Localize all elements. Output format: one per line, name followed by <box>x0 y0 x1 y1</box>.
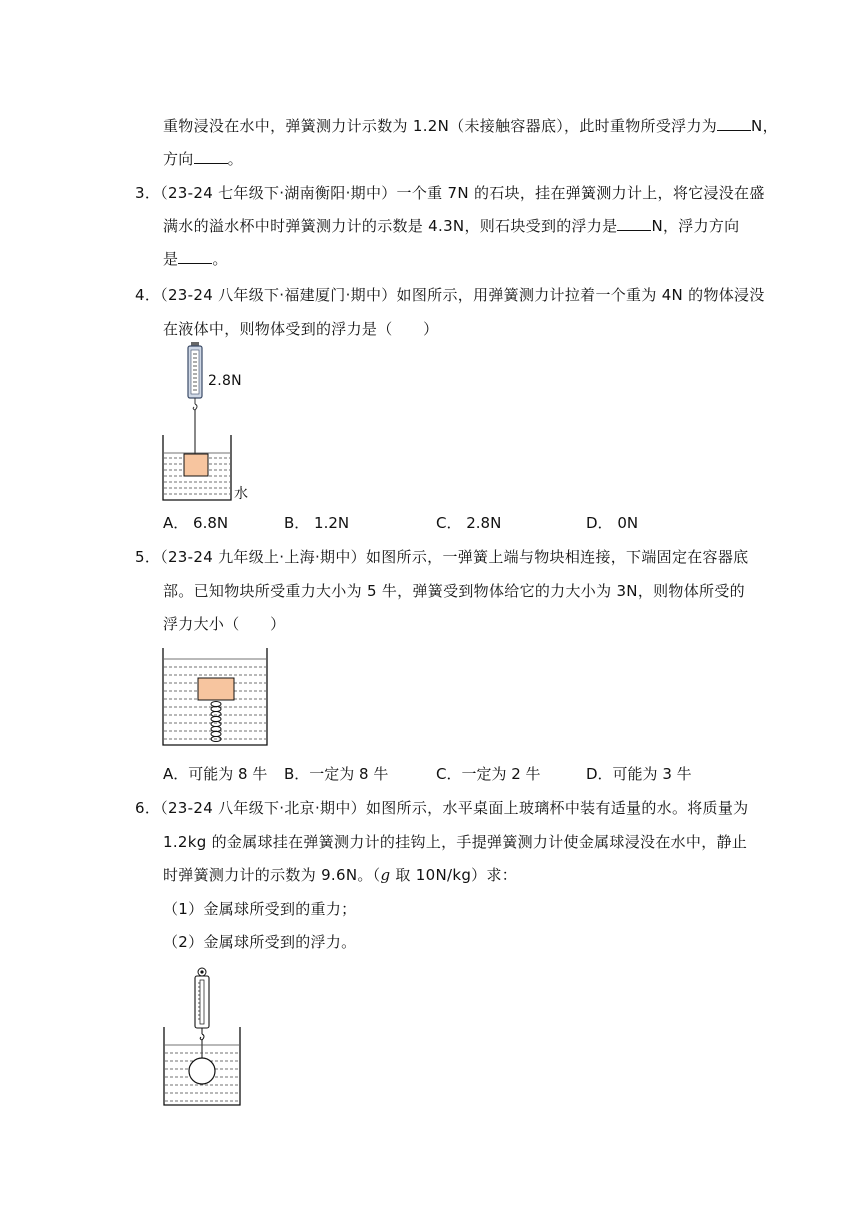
answer-blank[interactable] <box>178 249 212 264</box>
q4-line2: 在液体中，则物体受到的浮力是（ ） <box>163 320 439 338</box>
q4-line1: 4．（23-24 八年级下·福建厦门·期中）如图所示，用弹簧测力计拉着一个重为 4N 的物体浸没 <box>135 286 765 304</box>
option-a[interactable]: A．可能为 8 牛 <box>163 765 268 783</box>
q5-line3: 浮力大小（ ） <box>163 615 286 633</box>
q6-line2: 1.2kg 的金属球挂在弹簧测力计的挂钩上，手提弹簧测力计使金属球浸没在水中，静止 <box>163 833 748 851</box>
q6-sub2: （2）金属球所受到的浮力。 <box>163 933 357 951</box>
q6-line1: 6．（23-24 八年级下·北京·期中）如图所示，水平桌面上玻璃杯中装有适量的水。将质量为 <box>135 799 749 817</box>
q6-figure <box>160 965 245 1110</box>
option-c[interactable]: C．一定为 2 牛 <box>436 765 541 783</box>
q5-figure <box>160 645 272 748</box>
scale-reading: 2.8N <box>208 373 242 389</box>
q3-line1: 3．（23-24 七年级下·湖南衡阳·期中）一个重 7N 的石块，挂在弹簧测力计上，将它浸没在盛 <box>135 184 765 202</box>
spring <box>211 702 221 742</box>
floating-block <box>198 678 234 700</box>
answer-blank[interactable] <box>194 149 228 164</box>
q6-sub1: （1）金属球所受到的重力； <box>163 900 357 918</box>
option-b[interactable]: B．一定为 8 牛 <box>284 765 389 783</box>
q5-line2: 部。已知物块所受重力大小为 5 牛，弹簧受到物体给它的力大小为 3N，则物体所受的 <box>163 582 745 600</box>
submerged-block <box>184 454 208 476</box>
q2-line2: 方向 。 <box>163 150 243 168</box>
q6-line3: 时弹簧测力计的示数为 9.6N。（g 取 10N/kg）求： <box>163 866 518 884</box>
q3-line3: 是 。 <box>163 250 228 268</box>
q5-line1: 5．（23-24 九年级上·上海·期中）如图所示，一弹簧上端与物块相连接，下端固定在容器底 <box>135 548 749 566</box>
option-d[interactable]: D． 0N <box>586 514 639 532</box>
question-number: 5． <box>135 548 161 566</box>
option-c[interactable]: C． 2.8N <box>436 514 502 532</box>
option-d[interactable]: D．可能为 3 牛 <box>586 765 692 783</box>
metal-ball <box>189 1058 215 1084</box>
question-number: 6． <box>135 799 161 817</box>
answer-blank[interactable] <box>617 216 651 231</box>
answer-blank[interactable] <box>717 116 751 131</box>
q2-line1: 重物浸没在水中，弹簧测力计示数为 1.2N（未接触容器底），此时重物所受浮力为 N， <box>163 117 778 135</box>
question-number: 3． <box>135 184 161 202</box>
q4-figure <box>158 340 258 505</box>
q3-line2: 满水的溢水杯中时弹簧测力计的示数是 4.3N，则石块受到的浮力是 N，浮力方向 <box>163 217 740 235</box>
question-number: 4． <box>135 286 161 304</box>
option-a[interactable]: A． 6.8N <box>163 514 229 532</box>
spring-scale <box>195 968 209 1040</box>
spring-scale <box>188 342 202 410</box>
liquid-label: 水 <box>234 486 249 502</box>
option-b[interactable]: B． 1.2N <box>284 514 350 532</box>
